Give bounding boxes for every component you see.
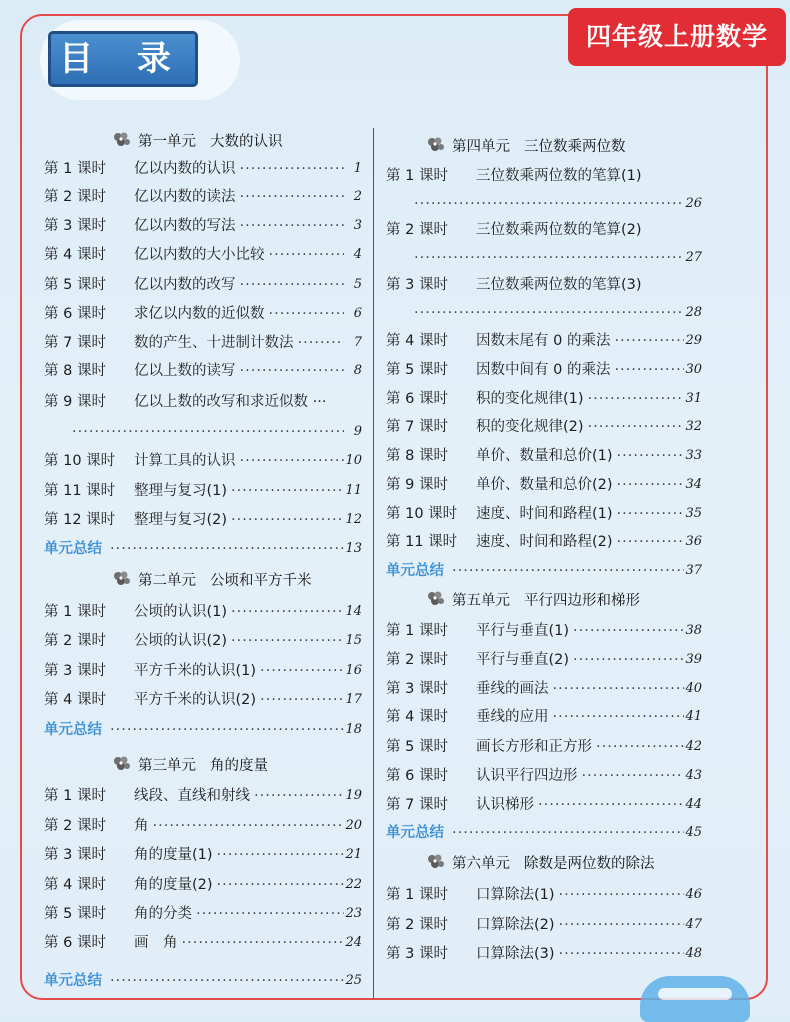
lesson-number: 第 6 课时	[386, 768, 448, 784]
lesson-topic: 平行与垂直(1)	[476, 623, 570, 639]
page-number: 39	[685, 652, 702, 667]
lesson-number: 第 2 课时	[386, 222, 448, 238]
lesson-number: 第 1 课时	[386, 887, 448, 903]
leader-dots	[236, 360, 345, 382]
toc-entry-continuation[interactable]	[386, 193, 702, 215]
toc-entry[interactable]	[386, 765, 702, 787]
lesson-topic: 亿以上数的读写	[134, 363, 236, 379]
lesson-number: 第 10 课时	[44, 453, 116, 469]
page-number: 46	[685, 887, 702, 902]
lesson-topic: 积的变化规律(1)	[476, 391, 584, 407]
unit-topic: 三位数乘两位数	[524, 139, 626, 155]
toc-entry[interactable]	[44, 903, 362, 925]
lesson-topic: 整理与复习(1)	[134, 483, 228, 499]
leader-dots	[236, 450, 345, 472]
toc-entry[interactable]	[386, 884, 702, 906]
page-number: 17	[345, 692, 362, 707]
lesson-topic: 角的分类	[134, 906, 192, 922]
lesson-number: 第 5 课时	[386, 739, 448, 755]
leader-dots	[213, 844, 344, 866]
lesson-number: 第 1 课时	[386, 623, 448, 639]
page-number: 16	[345, 663, 362, 678]
page-number: 12	[345, 512, 362, 527]
toc-entry[interactable]	[386, 620, 702, 642]
lesson-topic: 线段、直线和射线	[134, 788, 250, 804]
leader-dots	[584, 416, 684, 438]
leader-dots	[227, 480, 344, 502]
lesson-number: 第 6 课时	[386, 391, 448, 407]
flower-icon	[426, 590, 446, 608]
grade-badge: 四年级上册数学	[568, 8, 786, 66]
lesson-topic: 亿以内数的写法	[134, 218, 236, 234]
lesson-topic: 速度、时间和路程(2)	[476, 534, 613, 550]
lesson-topic: 画长方形和正方形	[476, 739, 592, 755]
toc-entry[interactable]	[386, 531, 702, 553]
lesson-number: 第 7 课时	[386, 797, 448, 813]
leader-dots	[448, 560, 684, 582]
leader-dots	[250, 785, 344, 807]
unit-heading	[426, 853, 655, 875]
page-number: 19	[345, 788, 362, 803]
toc-entry[interactable]	[386, 736, 702, 758]
unit-heading	[112, 755, 268, 777]
lesson-number: 第 4 课时	[386, 333, 448, 349]
page-number: 5	[353, 277, 362, 292]
lesson-topic: 单价、数量和总价(2)	[476, 477, 613, 493]
page-number: 3	[353, 218, 362, 233]
lesson-topic: 认识梯形	[476, 797, 534, 813]
toc-entry[interactable]	[386, 359, 702, 381]
lesson-number: 第 11 课时	[44, 483, 116, 499]
unit-summary-entry[interactable]	[386, 560, 702, 582]
toc-entry[interactable]	[44, 509, 362, 531]
lesson-topic: 角的度量(2)	[134, 877, 213, 893]
toc-entry[interactable]	[44, 215, 362, 237]
lesson-number: 第 9 课时	[44, 394, 106, 410]
page-number: 48	[685, 946, 702, 961]
lesson-topic: 平行与垂直(2)	[476, 652, 570, 668]
lesson-number: 第 9 课时	[386, 477, 448, 493]
leader-dots	[613, 474, 684, 496]
page-number: 14	[345, 604, 362, 619]
toc-entry[interactable]	[44, 844, 362, 866]
toc-entry[interactable]	[44, 601, 362, 623]
page-number: 43	[685, 768, 702, 783]
lesson-number: 第 3 课时	[386, 946, 448, 962]
page-number: 15	[345, 633, 362, 648]
unit-topic: 公顷和平方千米	[210, 573, 312, 589]
lesson-number: 第 1 课时	[44, 788, 106, 804]
toc-entry[interactable]	[44, 450, 362, 472]
page-number: 24	[345, 935, 362, 950]
toc-entry[interactable]	[44, 689, 362, 711]
unit-summary-label: 单元总结	[386, 563, 444, 579]
page-number: 22	[345, 877, 362, 892]
page-number: 30	[685, 362, 702, 377]
leader-dots	[613, 531, 684, 553]
leader-dots	[610, 359, 684, 381]
lesson-topic: 垂线的应用	[476, 709, 549, 725]
toc-entry[interactable]	[44, 815, 362, 837]
lesson-number: 第 1 课时	[44, 604, 106, 620]
lesson-number: 第 3 课时	[44, 847, 106, 863]
leader-dots	[236, 186, 345, 208]
page-number: 45	[685, 825, 702, 840]
lesson-number: 第 3 课时	[386, 681, 448, 697]
page-number: 18	[345, 722, 362, 737]
page-number: 38	[685, 623, 702, 638]
leader-dots	[106, 538, 344, 560]
lesson-number: 第 2 课时	[44, 818, 106, 834]
page-number: 31	[685, 391, 702, 406]
toc-entry[interactable]	[386, 706, 702, 728]
leader-dots	[106, 970, 344, 992]
toc-entry[interactable]	[386, 474, 702, 496]
lesson-number: 第 11 课时	[386, 534, 458, 550]
lesson-topic: 整理与复习(2)	[134, 512, 228, 528]
lesson-topic: 亿以内数的读法	[134, 189, 236, 205]
leader-dots	[227, 601, 344, 623]
unit-name: 第一单元	[138, 134, 196, 150]
lesson-topic: 亿以内数的改写	[134, 277, 236, 293]
page-number: 27	[685, 250, 702, 265]
leader-dots	[265, 303, 345, 325]
lesson-number: 第 3 课时	[386, 277, 448, 293]
lesson-number: 第 7 课时	[386, 419, 448, 435]
toc-entry[interactable]	[44, 332, 362, 354]
lesson-topic: 三位数乘两位数的笔算(3)	[476, 277, 642, 293]
lesson-topic: 垂线的画法	[476, 681, 549, 697]
page-number: 37	[685, 563, 702, 578]
leader-dots	[613, 445, 684, 467]
leader-dots	[236, 158, 345, 180]
unit-summary-label: 单元总结	[44, 722, 102, 738]
unit-name: 第五单元	[452, 593, 510, 609]
lesson-topic: 角的度量(1)	[134, 847, 213, 863]
lesson-number: 第 4 课时	[386, 709, 448, 725]
toc-entry[interactable]	[386, 943, 702, 965]
leader-dots	[610, 330, 684, 352]
lesson-number: 第 4 课时	[44, 692, 106, 708]
page-number: 40	[685, 681, 702, 696]
page-number: 11	[345, 483, 362, 498]
page-number: 44	[685, 797, 702, 812]
toc-entry[interactable]	[44, 303, 362, 325]
page-number: 36	[685, 534, 702, 549]
page-number: 42	[685, 739, 702, 754]
lesson-topic: 数的产生、十进制计数法	[134, 335, 294, 351]
leader-dots	[227, 509, 344, 531]
lesson-topic: 公顷的认识(1)	[134, 604, 228, 620]
lesson-topic: 亿以上数的改写和求近似数 ···	[134, 394, 327, 410]
page-number: 10	[345, 453, 362, 468]
toc-entry[interactable]	[386, 649, 702, 671]
leader-dots	[178, 932, 345, 954]
lesson-topic: 平方千米的认识(1)	[134, 663, 257, 679]
lesson-number: 第 6 课时	[44, 935, 106, 951]
toc-entry[interactable]	[386, 219, 702, 241]
lesson-topic: 单价、数量和总价(1)	[476, 448, 613, 464]
unit-name: 第二单元	[138, 573, 196, 589]
toc-entry[interactable]	[44, 785, 362, 807]
toc-entry[interactable]	[44, 244, 362, 266]
page-number: 21	[345, 847, 362, 862]
leader-dots	[584, 388, 684, 410]
lesson-number: 第 5 课时	[386, 362, 448, 378]
unit-topic: 角的度量	[210, 758, 268, 774]
toc-entry[interactable]	[44, 630, 362, 652]
lesson-number: 第 5 课时	[44, 277, 106, 293]
unit-summary-entry[interactable]	[44, 970, 362, 992]
lesson-topic: 因数末尾有 0 的乘法	[476, 333, 611, 349]
toc-entry[interactable]	[386, 274, 702, 296]
unit-topic: 平行四边形和梯形	[524, 593, 640, 609]
unit-summary-label: 单元总结	[386, 825, 444, 841]
lesson-topic: 角	[134, 818, 149, 834]
page-number: 25	[345, 973, 362, 988]
lesson-number: 第 2 课时	[386, 917, 448, 933]
page-number: 13	[345, 541, 362, 556]
toc-entry-continuation[interactable]	[44, 421, 362, 443]
lesson-topic: 求亿以内数的近似数	[134, 306, 265, 322]
lesson-topic: 计算工具的认识	[134, 453, 236, 469]
lesson-number: 第 1 课时	[386, 168, 448, 184]
leader-dots	[106, 719, 344, 741]
leader-dots	[613, 503, 684, 525]
lesson-number: 第 3 课时	[44, 663, 106, 679]
toc-entry[interactable]	[44, 932, 362, 954]
toc-entry[interactable]	[386, 914, 702, 936]
page-number: 41	[685, 709, 702, 724]
lesson-topic: 口算除法(3)	[476, 946, 555, 962]
leader-dots	[149, 815, 345, 837]
lesson-topic: 平方千米的认识(2)	[134, 692, 257, 708]
unit-name: 第三单元	[138, 758, 196, 774]
unit-summary-entry[interactable]	[44, 719, 362, 741]
leader-dots	[569, 620, 684, 642]
page-number: 23	[345, 906, 362, 921]
unit-topic: 大数的认识	[210, 134, 283, 150]
lesson-number: 第 2 课时	[386, 652, 448, 668]
leader-dots	[592, 736, 684, 758]
toc-entry[interactable]	[44, 480, 362, 502]
leader-dots	[227, 630, 344, 652]
lesson-number: 第 5 课时	[44, 906, 106, 922]
leader-dots	[256, 660, 344, 682]
toc-entry[interactable]	[386, 445, 702, 467]
leader-dots	[578, 765, 685, 787]
page-number: 6	[353, 306, 362, 321]
lesson-topic: 因数中间有 0 的乘法	[476, 362, 611, 378]
leader-dots	[265, 244, 345, 266]
toc-entry[interactable]	[386, 794, 702, 816]
page-number: 34	[685, 477, 702, 492]
lesson-number: 第 2 课时	[44, 189, 106, 205]
lesson-number: 第 8 课时	[386, 448, 448, 464]
unit-topic: 除数是两位数的除法	[524, 856, 655, 872]
leader-dots	[569, 649, 684, 671]
page-number: 47	[685, 917, 702, 932]
page-number: 26	[685, 196, 702, 211]
page-number: 8	[353, 363, 362, 378]
toc-entry[interactable]	[386, 330, 702, 352]
lesson-topic: 画 角	[134, 935, 178, 951]
column-divider	[373, 128, 374, 998]
page-number: 29	[685, 333, 702, 348]
leader-dots	[386, 193, 684, 215]
page-number: 4	[353, 247, 362, 262]
leader-dots	[192, 903, 344, 925]
page-number: 32	[685, 419, 702, 434]
leader-dots	[44, 421, 344, 443]
lesson-topic: 速度、时间和路程(1)	[476, 506, 613, 522]
toc-entry-continuation[interactable]	[386, 302, 702, 324]
lesson-topic: 三位数乘两位数的笔算(2)	[476, 222, 642, 238]
toc-entry[interactable]	[44, 660, 362, 682]
leader-dots	[555, 943, 684, 965]
toc-entry[interactable]	[386, 416, 702, 438]
lesson-number: 第 2 课时	[44, 633, 106, 649]
leader-dots	[534, 794, 684, 816]
lesson-number: 第 6 课时	[44, 306, 106, 322]
leader-dots	[236, 215, 345, 237]
page-number: 9	[353, 424, 362, 439]
flower-icon	[112, 570, 132, 588]
lesson-number: 第 10 课时	[386, 506, 458, 522]
lesson-topic: 口算除法(2)	[476, 917, 555, 933]
unit-heading	[112, 570, 312, 592]
toc-entry[interactable]	[44, 186, 362, 208]
lesson-number: 第 4 课时	[44, 247, 106, 263]
unit-name: 第六单元	[452, 856, 510, 872]
lesson-topic: 积的变化规律(2)	[476, 419, 584, 435]
toc-entry[interactable]	[386, 678, 702, 700]
lesson-number: 第 7 课时	[44, 335, 106, 351]
page-number: 20	[345, 818, 362, 833]
page-number: 2	[353, 189, 362, 204]
flower-icon	[426, 853, 446, 871]
bus-decoration	[640, 976, 750, 1022]
page-number: 35	[685, 506, 702, 521]
leader-dots	[386, 247, 684, 269]
toc-entry[interactable]	[44, 360, 362, 382]
toc-entry[interactable]	[386, 388, 702, 410]
leader-dots	[236, 274, 345, 296]
unit-heading	[426, 136, 626, 158]
lesson-number: 第 4 课时	[44, 877, 106, 893]
unit-summary-entry[interactable]	[44, 538, 362, 560]
lesson-topic: 口算除法(1)	[476, 887, 555, 903]
leader-dots	[555, 884, 684, 906]
leader-dots	[549, 706, 685, 728]
toc-entry[interactable]	[386, 503, 702, 525]
toc-entry[interactable]	[44, 274, 362, 296]
toc-entry[interactable]	[44, 874, 362, 896]
lesson-number: 第 3 课时	[44, 218, 106, 234]
unit-name: 第四单元	[452, 139, 510, 155]
lesson-topic: 亿以内数的认识	[134, 161, 236, 177]
lesson-topic: 三位数乘两位数的笔算(1)	[476, 168, 642, 184]
unit-summary-label: 单元总结	[44, 973, 102, 989]
page-title: 目 录	[48, 31, 198, 87]
unit-heading	[426, 590, 640, 612]
leader-dots	[555, 914, 684, 936]
flower-icon	[426, 136, 446, 154]
toc-entry[interactable]	[44, 391, 362, 413]
unit-summary-entry[interactable]	[386, 822, 702, 844]
lesson-topic: 认识平行四边形	[476, 768, 578, 784]
lesson-topic: 亿以内数的大小比较	[134, 247, 265, 263]
flower-icon	[112, 131, 132, 149]
unit-heading	[112, 131, 283, 153]
flower-icon	[112, 755, 132, 773]
toc-entry[interactable]	[386, 165, 702, 187]
leader-dots	[549, 678, 685, 700]
leader-dots	[294, 332, 345, 354]
leader-dots	[256, 689, 344, 711]
lesson-topic: 公顷的认识(2)	[134, 633, 228, 649]
leader-dots	[386, 302, 684, 324]
unit-summary-label: 单元总结	[44, 541, 102, 557]
page-number: 1	[353, 161, 362, 176]
page-number: 28	[685, 305, 702, 320]
toc-entry-continuation[interactable]	[386, 247, 702, 269]
leader-dots	[448, 822, 684, 844]
lesson-number: 第 1 课时	[44, 161, 106, 177]
toc-entry[interactable]	[44, 158, 362, 180]
page-number: 33	[685, 448, 702, 463]
leader-dots	[213, 874, 344, 896]
lesson-number: 第 8 课时	[44, 363, 106, 379]
page-number: 7	[353, 335, 362, 350]
lesson-number: 第 12 课时	[44, 512, 116, 528]
